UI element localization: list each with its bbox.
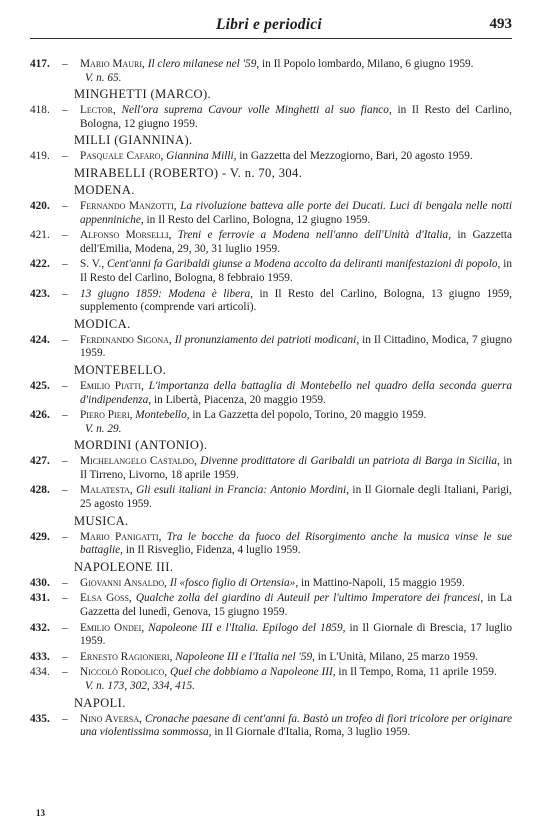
entry-publication: , in Il Cittadino, Modica, 7 giugno 1959.	[80, 333, 512, 360]
section-heading: MILLI (GIANNINA).	[74, 133, 193, 148]
entry-author: Michelangelo Castaldo	[80, 455, 195, 468]
entry-title: Il «fosco figlio di Ortensia»	[169, 576, 296, 589]
entry-dash: –	[62, 199, 68, 212]
entry-title: Nell'ora suprema Cavour volle Minghetti al suo fianco	[121, 104, 389, 117]
section-heading: MODICA.	[74, 316, 131, 331]
bibliography-entry	[0, 229, 550, 256]
page-header	[0, 14, 550, 36]
entry-author: Piero Pieri	[80, 409, 130, 422]
entry-publication: , in Libertà, Piacenza, 20 maggio 1959.	[148, 393, 326, 406]
bibliography-entry	[0, 104, 550, 131]
entry-publication: , in La Gazzetta del popolo, Torino, 20 maggio 1959.	[186, 409, 427, 422]
entry-title: Cronache paesane di cent'anni fa. Bastò un trofeo di fiori tricolore per originare una violentissima sommossa	[80, 712, 513, 739]
entry-author: Giovanni Ansaldo	[80, 576, 165, 589]
section-heading: MORDINI (ANTONIO).	[74, 438, 208, 453]
entry-author: Niccolò Rodolico	[80, 666, 165, 679]
entry-title: Napoleone III e l'Italia. Epilogo del 1859	[148, 621, 343, 634]
bibliography-entry	[0, 651, 550, 665]
entry-publication: , in L'Unità, Milano, 25 marzo 1959.	[312, 650, 478, 663]
bibliography-entry	[0, 380, 550, 407]
entry-author: Nino Aversa	[80, 712, 140, 725]
entry-publication: , in Gazzetta del Mezzogiorno, Bari, 20 agosto 1959.	[233, 150, 473, 163]
entry-dash: –	[62, 666, 68, 679]
entry-dash: –	[62, 621, 68, 634]
entry-author: S. V.	[80, 258, 102, 271]
entry-title: Divenne prodittatore di Garibaldi un patriota di Barga in Sicilia	[200, 455, 498, 468]
entry-author: Emilio Piatti	[80, 379, 142, 392]
entry-number: 427.	[30, 455, 50, 468]
entry-dash: –	[62, 287, 68, 300]
entry-number: 417.	[30, 58, 50, 70]
entry-body: S. V., Cent'anni fa Garibaldi giunse a Modena accolto da deliranti manifestazioni di popolo, in Il Resto del Carlino, Bologna, 8 febbraio 1959.	[80, 258, 512, 284]
entry-title: Montebello	[135, 409, 187, 422]
entry-number: 420.	[30, 199, 50, 212]
entry-publication: , in Mattino-Napoli, 15 maggio 1959.	[295, 576, 465, 589]
bibliography-list	[0, 58, 550, 742]
cross-reference: V. n. 65.	[85, 71, 122, 84]
bibliography-entry	[0, 577, 550, 591]
entry-dash: –	[62, 592, 68, 605]
entry-body: Michelangelo Castaldo, Divenne prodittatore di Garibaldi un patriota di Barga in Sicilia, in Il Tirreno, Livorno, 18 aprile 1959.	[80, 455, 513, 481]
entry-dash: –	[62, 530, 68, 543]
entry-dash: –	[62, 58, 68, 70]
entry-body	[80, 288, 512, 315]
entry-number: 429.	[30, 530, 50, 543]
entry-publication: , in Gazzetta dell'Emilia, Modena, 29, 30, 31 luglio 1959.	[80, 229, 512, 255]
entry-dash: –	[62, 650, 68, 663]
printer-signature: 13	[36, 808, 45, 818]
cross-reference: V. n. 29.	[85, 422, 122, 435]
entry-dash: –	[62, 712, 68, 725]
entry-body: Malatesta, Gli esuli italiani in Francia: Antonio Mordini, in Il Giornale degli Italiani, Parigi, 25 agosto 1959.	[80, 484, 512, 511]
entry-body: Mario Panigatti, Tra le bocche da fuoco del Risorgimento anche la musica vinse le sue battaglie, in Il Risveglio, Fidenza, 4 luglio 1959.	[80, 530, 513, 557]
bibliography-entry	[0, 455, 550, 482]
bibliography-entry	[0, 334, 550, 361]
entry-number: 425.	[30, 379, 50, 392]
section-heading: MONTEBELLO.	[74, 362, 167, 377]
entry-title: Qualche zolla del giardino di Auteuil per l'ultimo Imperatore dei francesi	[135, 592, 481, 605]
entry-dash: –	[62, 333, 68, 346]
bibliography-entry	[0, 666, 550, 693]
entry-body: Mario Mauri, Il clero milanese nel '59, in Il Popolo lombardo, Milano, 6 giugno 1959. V. n. 65.	[80, 58, 512, 85]
entry-publication: , in Il Giornale degli Italiani, Parigi, 25 agosto 1959.	[80, 484, 512, 511]
entry-title: Quel che dobbiamo a Napoleone III	[169, 666, 333, 679]
entry-dash: –	[62, 258, 68, 271]
section-heading: NAPOLI.	[74, 695, 126, 710]
entry-author: Mario Panigatti	[80, 530, 159, 543]
entry-dash: –	[62, 455, 68, 468]
entry-author: Pasquale Cafaro	[80, 150, 161, 163]
running-title: Libri e periodici	[216, 16, 322, 33]
entry-publication: , in Il Risveglio, Fidenza, 4 luglio 1959.	[120, 544, 301, 557]
entry-number: 431.	[30, 592, 50, 605]
entry-number: 434.	[30, 666, 50, 679]
entry-body: Giovanni Ansaldo, Il «fosco figlio di Ortensia», in Mattino-Napoli, 15 maggio 1959.	[80, 576, 465, 589]
entry-number: 422.	[30, 258, 50, 271]
section-heading: NAPOLEONE III.	[74, 559, 174, 574]
entry-publication: , in Il Tirreno, Livorno, 18 aprile 1959.	[80, 455, 513, 481]
entry-publication: , in La Gazzetta del lunedì, Genova, 15 giugno 1959.	[80, 592, 512, 619]
entry-title: 13 giugno 1859: Modena è libera	[80, 287, 251, 300]
entry-publication: , in Il Resto del Carlino, Bologna, 12 giugno 1959.	[80, 104, 512, 130]
entry-publication: , in Il Giornale d'Italia, Roma, 3 luglio 1959.	[208, 726, 411, 739]
entry-publication: , in Il Giornale di Brescia, 17 luglio 1959.	[80, 621, 512, 648]
bibliography-entry	[0, 713, 550, 740]
entry-body: Alfonso Morselli, Treni e ferrovie a Modena nell'anno dell'Unità d'Italia, in Gazzetta dell'Emilia, Modena, 29, 30, 31 luglio 1959.	[80, 229, 512, 255]
bibliography-entry	[0, 58, 550, 85]
entry-author: Ferdinando Sigona	[80, 333, 169, 346]
entry-number: 428.	[30, 484, 50, 497]
entry-body: Fernando Manzotti, La rivoluzione batteva alle porte dei Ducati. Luci di bengala nelle notti appenniniche, in Il Resto del Carlino, Bologna, 12 giugno 1959.	[80, 199, 512, 226]
bibliography-entry	[0, 484, 550, 511]
entry-body: Pasquale Cafaro, Giannina Milli, in Gazzetta del Mezzogiorno, Bari, 20 agosto 1959.	[80, 150, 473, 163]
bibliography-entry	[0, 409, 550, 436]
entry-number: 426.	[30, 409, 50, 422]
entry-title: Giannina Milli	[166, 150, 234, 163]
entry-title: Il clero milanese nel '59	[147, 58, 257, 70]
entry-author: Malatesta	[80, 484, 130, 497]
entry-title: L'importanza della battaglia di Montebello nel quadro della seconda guerra d'indipendenza	[80, 379, 512, 406]
section-heading: MINGHETTI (MARCO).	[74, 87, 212, 102]
entry-publication: , in Il Tempo, Roma, 11 aprile 1959.	[332, 666, 497, 679]
entry-body: Elsa Goss, Qualche zolla del giardino di Auteuil per l'ultimo Imperatore dei francesi, in La Gazzetta del lunedì, Genova, 15 giugno 1959.	[80, 592, 512, 619]
page-number: 493	[489, 16, 512, 32]
entry-title: Cent'anni fa Garibaldi giunse a Modena accolto da deliranti manifestazioni di popolo	[107, 258, 498, 271]
entry-number: 423.	[30, 287, 50, 300]
entry-body: Nino Aversa, Cronache paesane di cent'anni fa. Bastò un trofeo di fiori tricolore per originare una violentissima sommossa, in Il Giornale d'Italia, Roma, 3 luglio 1959.	[80, 712, 513, 739]
entry-body: Ferdinando Sigona, Il pronunziamento dei patrioti modicani, in Il Cittadino, Modica, 7 giugno 1959.	[80, 333, 512, 360]
bibliography-entry	[0, 288, 550, 315]
entry-title: Napoleone III e l'Italia nel '59	[175, 650, 313, 663]
bibliography-entry	[0, 622, 550, 649]
entry-body: Niccolò Rodolico, Quel che dobbiamo a Napoleone III, in Il Tempo, Roma, 11 aprile 1959. V. n. 173, 302, 334, 415.	[80, 666, 512, 693]
entry-dash: –	[62, 104, 68, 117]
entry-publication: , in Il Popolo lombardo, Milano, 6 giugno 1959.	[256, 58, 474, 70]
bibliography-entry	[0, 200, 550, 227]
bibliography-entry	[0, 592, 550, 619]
section-heading: MODENA.	[74, 182, 135, 197]
entry-title: Il pronunziamento dei patrioti modicani	[174, 333, 357, 346]
entry-number: 424.	[30, 333, 50, 346]
entry-number: 421.	[30, 229, 50, 242]
entry-author: Mario Mauri	[80, 58, 143, 70]
entry-number: 432.	[30, 621, 50, 634]
entry-body: Lector, Nell'ora suprema Cavour volle Minghetti al suo fianco, in Il Resto del Carlino, Bologna, 12 giugno 1959.	[80, 104, 512, 130]
entry-number: 435.	[30, 712, 50, 725]
entry-author: Alfonso Morselli	[80, 229, 169, 242]
entry-dash: –	[62, 379, 68, 392]
entry-number: 419.	[30, 150, 50, 163]
entry-body: Emilio Ondei, Napoleone III e l'Italia. Epilogo del 1859, in Il Giornale di Brescia, 17 luglio 1959.	[80, 621, 512, 648]
entry-dash: –	[62, 409, 68, 422]
entry-number: 433.	[30, 650, 50, 663]
section-heading: MIRABELLI (ROBERTO) - V. n. 70, 304.	[74, 165, 303, 180]
entry-body: Ernesto Ragionieri, Napoleone III e l'Italia nel '59, in L'Unità, Milano, 25 marzo 1959.	[80, 650, 478, 663]
entry-title: La rivoluzione batteva alle porte dei Ducati. Luci di bengala nelle notti appenniniche	[80, 199, 512, 226]
entry-dash: –	[62, 576, 68, 589]
entry-body: Emilio Piatti, L'importanza della battaglia di Montebello nel quadro della seconda guerra d'indipendenza, in Libertà, Piacenza, 20 maggio 1959.	[80, 379, 512, 406]
entry-title: Tra le bocche da fuoco del Risorgimento anche la musica vinse le sue battaglie	[80, 530, 513, 557]
entry-title: Gli esuli italiani in Francia: Antonio Mordini	[136, 484, 347, 497]
entry-publication: , in Il Resto del Carlino, Bologna, 13 giugno 1959, supplemento (comprende vari articoli).	[80, 287, 513, 314]
bibliography-entry	[0, 258, 550, 285]
entry-dash: –	[62, 150, 68, 163]
entry-publication: , in Il Resto del Carlino, Bologna, 8 febbraio 1959.	[80, 258, 512, 284]
entry-author: Elsa Goss	[80, 592, 129, 605]
entry-number: 430.	[30, 576, 50, 589]
entry-author: Ernesto Ragionieri	[80, 650, 170, 663]
bibliography-entry	[0, 531, 550, 558]
entry-author: Emilio Ondei	[80, 621, 142, 634]
entry-author: Fernando Manzotti	[80, 199, 174, 212]
entry-title: Treni e ferrovie a Modena nell'anno dell'Unità d'Italia	[177, 229, 449, 242]
entry-dash: –	[62, 484, 68, 497]
bibliography-entry	[0, 150, 550, 164]
entry-body: Piero Pieri, Montebello, in La Gazzetta del popolo, Torino, 20 maggio 1959. V. n. 29.	[80, 409, 512, 436]
cross-reference: V. n. 173, 302, 334, 415.	[85, 680, 195, 692]
section-heading: MUSICA.	[74, 513, 129, 528]
entry-number: 418.	[30, 104, 50, 117]
entry-publication: , in Il Resto del Carlino, Bologna, 12 giugno 1959.	[140, 213, 371, 226]
entry-dash: –	[62, 229, 68, 242]
header-rule	[30, 38, 512, 39]
entry-author: Lector	[80, 104, 113, 117]
